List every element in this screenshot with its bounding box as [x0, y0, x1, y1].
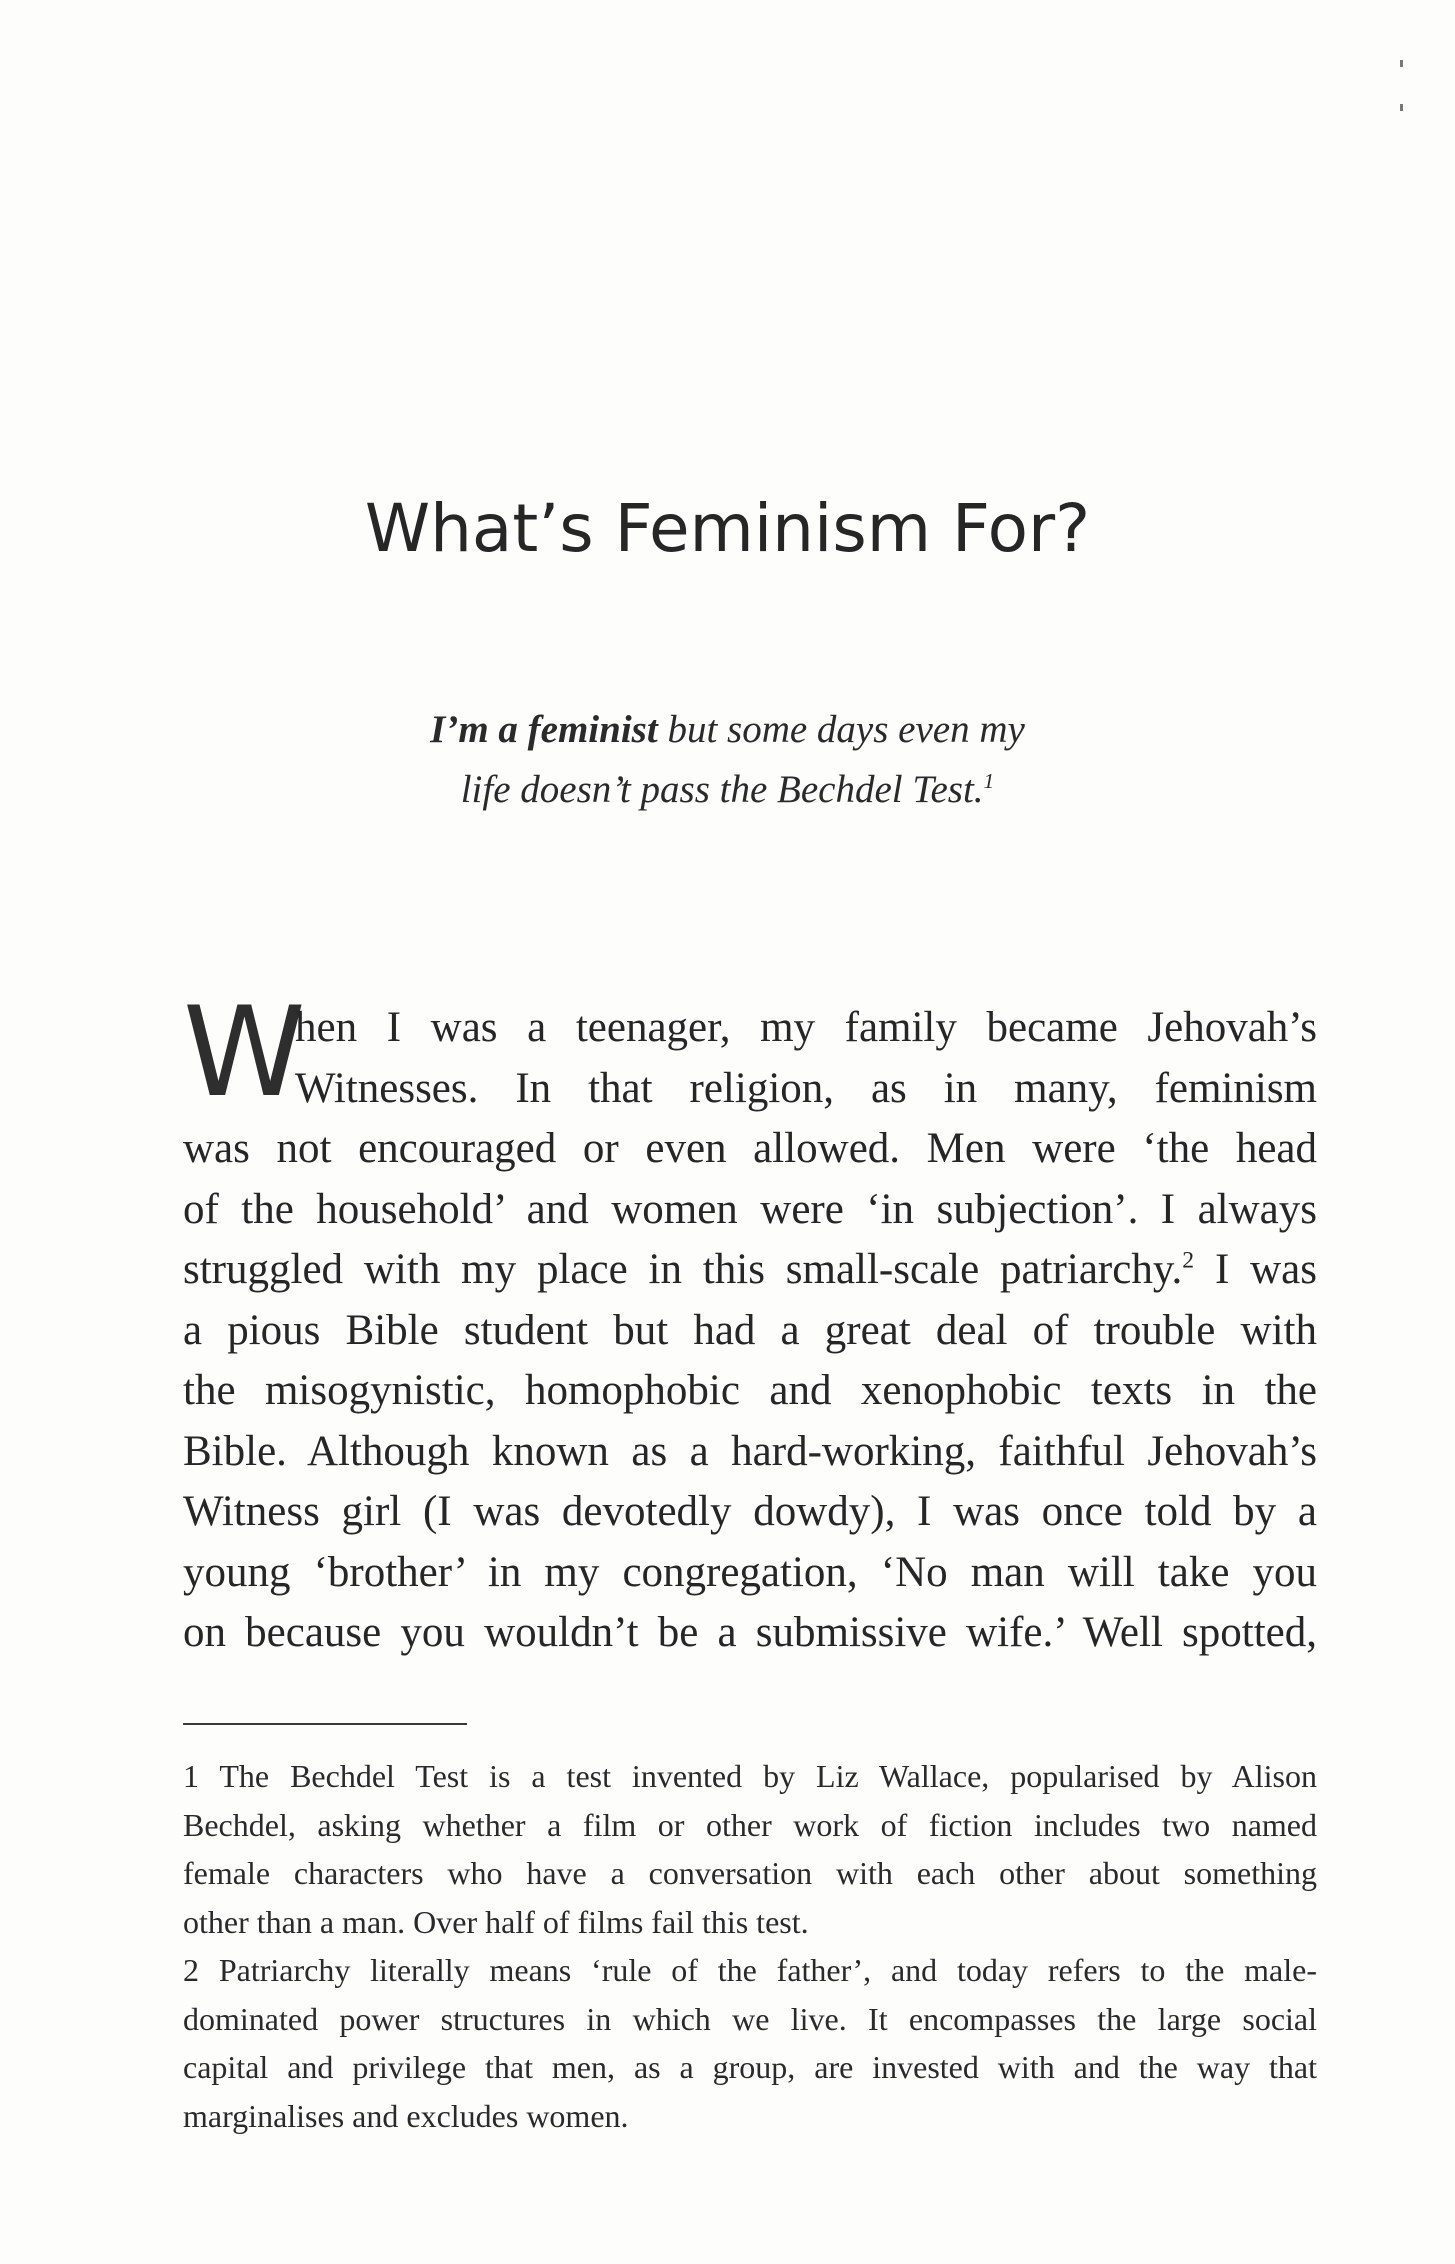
scan-mark — [1400, 60, 1403, 67]
body-line: young ‘brother’ in my congregation, ‘No man will take you — [183, 1548, 1317, 1596]
epigraph-line-2 — [0, 760, 1455, 820]
body-line: a pious Bible student but had a great deal of trouble with — [183, 1306, 1317, 1354]
footnote-1-line: female characters who have a conversation with each other about something — [183, 1855, 1317, 1891]
epigraph-line-1-rest: but some days even my — [657, 708, 1025, 751]
body-line-text: I was — [1194, 1246, 1317, 1293]
footnote-2-line: marginalises and excludes women. — [183, 2097, 629, 2134]
body-line: was not encouraged or even allowed. Men were ‘the head — [183, 1125, 1317, 1172]
footnote-2-line: dominated power structures in which we live. It encompasses the large social — [183, 2000, 1317, 2037]
body-line: Witnesses. In that religion, as in many, feminism — [295, 1064, 1317, 1112]
chapter-title: What’s Feminism For? — [364, 490, 1091, 567]
body-line: hen I was a teenager, my family became Jehovah’s — [295, 1004, 1317, 1051]
footnote-2-line: 2 Patriarchy literally means ‘rule of the father’, and today refers to the male- — [183, 1952, 1317, 1988]
body-line: on because you wouldn’t be a submissive wife.’ Well spotted, — [183, 1609, 1317, 1656]
footnotes — [183, 1752, 1317, 2140]
body-line: Bible. Although known as a hard-working, faithful Jehovah’s — [183, 1427, 1317, 1475]
epigraph-line-2-text: life doesn’t pass the Bechdel Test. — [460, 768, 984, 811]
drop-cap: W — [183, 981, 306, 1125]
footnote-1-line: 1 The Bechdel Test is a test invented by Liz Wallace, popularised by Alison — [183, 1758, 1317, 1794]
epigraph-emphasis: I’m a feminist — [430, 708, 658, 751]
scan-marks — [1400, 60, 1406, 120]
body-line — [183, 1240, 1317, 1301]
body-line-text: struggled with my place in this small-scale patriarchy. — [183, 1246, 1183, 1293]
body-line: of the household’ and women were ‘in subjection’. I always — [183, 1185, 1317, 1233]
scan-mark — [1400, 104, 1403, 111]
footnote-rule — [183, 1723, 467, 1725]
footnote-1-line: other than a man. Over half of films fail this test. — [183, 1903, 809, 1940]
epigraph — [0, 700, 1455, 820]
body-line: the misogynistic, homophobic and xenophobic texts in the — [183, 1367, 1317, 1414]
epigraph-line-1 — [0, 700, 1455, 760]
body-paragraph — [183, 998, 1317, 1664]
footnote-2-line: capital and privilege that men, as a group, are invested with and the way that — [183, 2049, 1317, 2085]
footnote-ref-1: 1 — [983, 769, 995, 793]
footnote-ref-2: 2 — [1182, 1247, 1195, 1274]
footnote-1-line: Bechdel, asking whether a film or other work of fiction includes two named — [183, 1806, 1317, 1843]
body-line: Witness girl (I was devotedly dowdy), I was once told by a — [183, 1488, 1317, 1535]
